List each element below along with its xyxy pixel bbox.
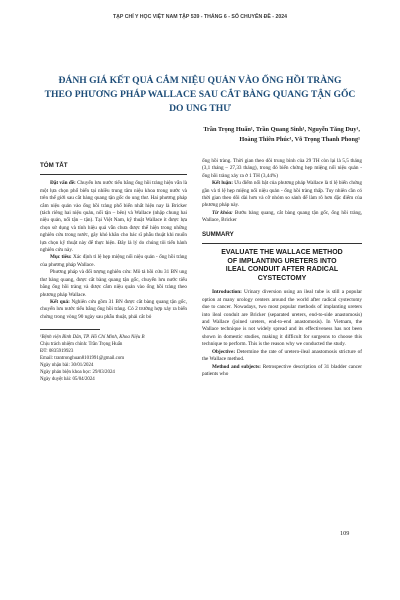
abstract-results xyxy=(40,299,187,321)
author-list xyxy=(150,125,360,145)
en-objective-label: Objective: xyxy=(212,348,236,355)
keywords xyxy=(202,210,362,225)
divider xyxy=(40,174,187,175)
article-title xyxy=(40,74,360,116)
english-title-line: ILEAL CONDUIT AFTER RADICAL xyxy=(225,266,339,274)
abstract-objective xyxy=(40,254,187,269)
summary-method xyxy=(202,364,362,379)
english-title xyxy=(202,249,362,283)
en-objective-text: Determine the rate of uretero-ileal anastomosis stricture of the Wallace method. xyxy=(202,348,362,363)
page-number: 109 xyxy=(340,530,350,537)
title-line: DO UNG THƯ xyxy=(169,103,231,114)
authors-line: Trần Trọng Huấn¹, Trần Quang Sinh¹, Nguyễn Tăng Duy¹, xyxy=(203,126,360,133)
method-text: Retrospective description of 31 bladder cancer patients who xyxy=(202,363,363,377)
footnote-email: Email: trantronghuan8101991@gmail.com xyxy=(40,356,125,362)
authors-line: Hoàng Thiên Phúc¹, Võ Trọng Thanh Phong¹ xyxy=(239,136,360,143)
background-text: Chuyển lưu nước tiểu bằng ống hồi tràng hiện vẫn là một lựa chọn phổ biến tại nhiều trung tâm niệu khoa trong nước và trên thế giới sau cắt bàng quang tận gốc do ung thư. Hai phương pháp cắm niệu quản vào ống hồi tràng phổ biến nhất hiện nay là Bricker (tách riêng hai niệu quản, nối tận – bên) và Wallace (nhập chung hai niệu quản, nối tận – tận). Tại Việt Nam, kỹ thuật Wallace ít được lựa chọn sử dụng và tính hiệu quả vẫn chưa được thể hiện trong những nghiên cứu trong nước, gây khó khăn cho bác sĩ phẫu thuật khi muốn lựa chọn kỹ thuật này để thực hiện. Đây là lý do chúng tôi tiến hành nghiên cứu này. xyxy=(40,180,187,254)
journal-header: TẠP CHÍ Y HỌC VIỆT NAM TẬP 539 - THÁNG 6 - SỐ CHUYÊN ĐỀ - 2024 xyxy=(112,14,287,20)
results-text: Nghiên cứu gồm 31 BN được cắt bàng quang tận gốc, chuyển lưu nước tiểu bằng ống hồi tràng. Có 2 trường hợp xảy ra biến chứng trong vòng 90 ngày sau phẫu thuật, phải cắt bỏ xyxy=(40,298,187,320)
left-column xyxy=(40,156,187,383)
title-line: THEO PHƯƠNG PHÁP WALLACE SAU CẮT BÀNG QUANG TẬN GỐC xyxy=(44,89,356,100)
results-label: Kết quả: xyxy=(50,298,70,305)
footnote-divider xyxy=(40,329,100,330)
abstract-methods: Phương pháp và đối tượng nghiên cứu: Mô tả hồi cứu 31 BN ung thư bàng quang, được cắt bàng quang tận gốc, chuyển lưu nước tiểu bằng ống hồi tràng và được cắm niệu quản vào ống hồi tràng theo phương pháp Wallace. xyxy=(40,269,187,298)
abstract-heading: TÓM TẮT xyxy=(40,162,68,169)
summary-objective xyxy=(202,349,362,364)
footnote-phone: ĐT: 0835919923 xyxy=(40,349,74,355)
right-column xyxy=(202,158,362,378)
conclusion-text: Ưu điểm nổi bật của phương pháp Wallace là tỉ lệ biến chứng gần và tỉ lệ hẹp miệng nối niệu quản - ống hồi tràng thấp. Tuy nhiên cần có thời gian theo dõi dài hơn và cỡ nhóm so sánh để làm rõ hơn đặc điểm của phương pháp này. xyxy=(202,180,362,209)
footnote-received: Ngày nhận bài: 30/01/2024 xyxy=(40,363,94,369)
title-line: ĐÁNH GIÁ KẾT QUẢ CẮM NIỆU QUẢN VÀO ỐNG HỒI TRÀNG xyxy=(58,75,342,86)
abstract-background xyxy=(40,180,187,254)
summary-introduction xyxy=(202,289,362,348)
keywords-text: Bướu bàng quang, cắt bàng quang tận gốc, ống hồi tràng, Wallace, Bricker xyxy=(202,209,363,224)
footnote-affiliation: ¹Bệnh viện Bình Dân, TP. Hồ Chí Minh, Khoa Niệu B xyxy=(40,335,145,341)
method-label: Method and subjects: xyxy=(212,363,261,370)
conclusion-label: Kết luận: xyxy=(212,180,233,187)
introduction-text: Urinary diversion using an ileal tube is still a popular option at many urology centers around the world after radical cystectomy due to cancer. Nowadays, two most popular methods of implanting ureters into ileal conduit are Bricker (separated ureters, end-to-side anastomosis) and Wallace (joined ureters, end-to-end anastomosis). In Vietnam, the Wallace technique is not widely spread and its effectiveness has not been shown in domestic studies, making it difficult for surgeons to choose this technique to perform. This is the reason why we conducted the study. xyxy=(202,289,362,348)
footnote-reviewed: Ngày phản biện khoa học: 29/03/2024 xyxy=(40,370,115,376)
english-title-line: CYSTECTOMY xyxy=(257,274,307,282)
background-label: Đặt vấn đề: xyxy=(50,180,76,187)
footnote-corresponding: Chịu trách nhiệm chính: Trần Trọng Huấn xyxy=(40,342,123,348)
english-title-line: EVALUATE THE WALLACE METHOD xyxy=(221,249,343,257)
footnote-accepted: Ngày duyệt bài: 05/04/2024 xyxy=(40,377,95,383)
results-continued: ống hồi tràng. Thời gian theo dõi trung bình của 29 TH còn lại là 5,5 tháng (3,1 tháng – 27,33 tháng), trong đó biến chứng hẹp miệng nối niệu quản - ống hồi tràng xảy ra ở 1 TH (3,44%) xyxy=(202,158,362,179)
objective-label: Mục tiêu: xyxy=(50,254,72,261)
divider xyxy=(202,243,362,244)
introduction-label: Introduction: xyxy=(212,289,242,296)
english-title-line: OF IMPLANTING URETERS INTO xyxy=(227,257,337,265)
keywords-label: Từ khóa: xyxy=(212,209,233,216)
abstract-conclusion xyxy=(202,180,362,210)
objective-text: Xác định tỉ lệ hẹp miệng nối niệu quản - ống hồi tràng của phương pháp Wallace. xyxy=(40,254,187,268)
summary-heading: SUMMARY xyxy=(202,230,234,238)
